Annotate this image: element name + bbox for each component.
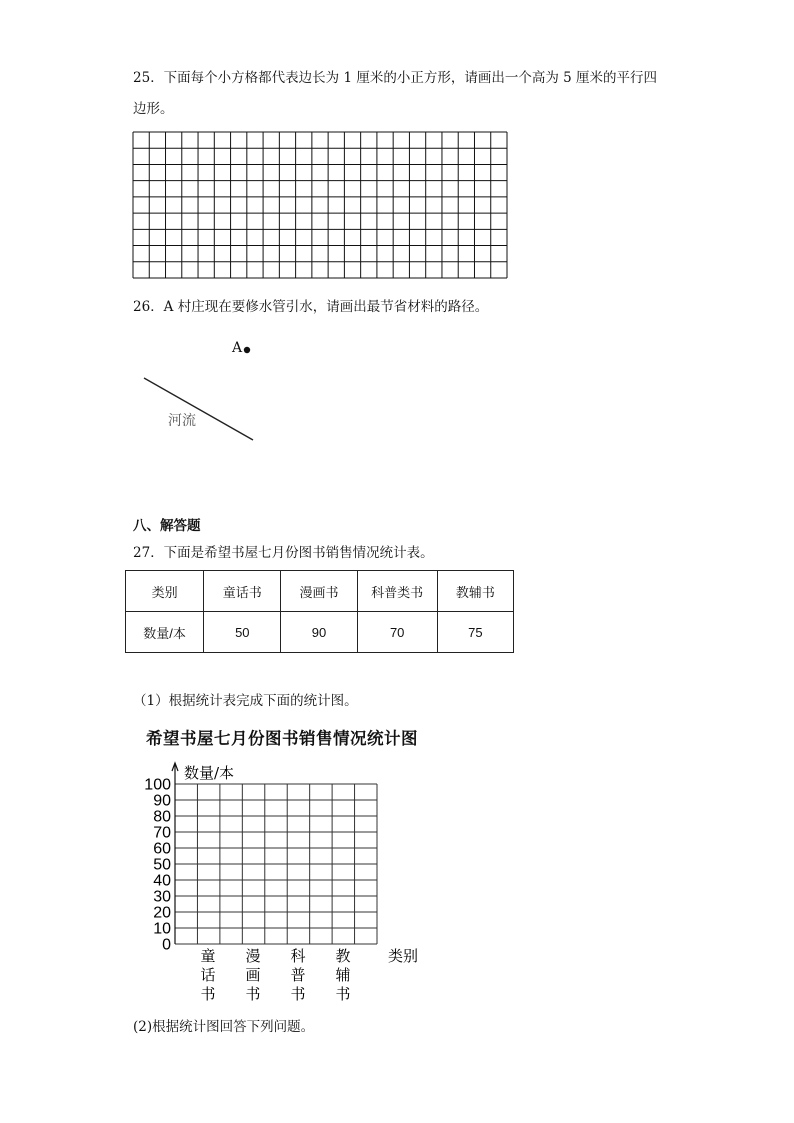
- category-label: 书: [335, 985, 351, 1003]
- table-cell: 90: [281, 612, 357, 653]
- y-tick-label: 10: [153, 920, 171, 938]
- q25-line1: 25．下面每个小方格都代表边长为 1 厘米的小正方形，请画出一个高为 5 厘米的平行四: [133, 70, 658, 86]
- chart-title: 希望书屋七月份图书销售情况统计图: [146, 729, 418, 748]
- village-a-point: [243, 346, 253, 356]
- category-label: 童: [200, 947, 216, 965]
- y-axis-label: 数量/本: [184, 764, 235, 782]
- y-tick-label: 0: [162, 936, 171, 954]
- y-tick-label: 80: [153, 808, 171, 826]
- table-cell: 数量/本: [126, 612, 204, 653]
- category-label: 辅: [335, 966, 351, 984]
- category-label: 书: [290, 985, 306, 1003]
- table-cell: 漫画书: [281, 571, 357, 612]
- bar-chart[interactable]: [130, 758, 430, 1008]
- category-label: 教: [335, 947, 351, 965]
- y-tick-label: 50: [153, 856, 171, 874]
- sales-table: [125, 570, 514, 653]
- category-label: 画: [245, 966, 261, 984]
- table-cell: 70: [357, 612, 437, 653]
- y-tick-label: 40: [153, 872, 171, 890]
- table-cell: 75: [437, 612, 513, 653]
- x-axis-label: 类别: [388, 947, 419, 965]
- category-label: 书: [200, 985, 216, 1003]
- table-cell: 科普类书: [357, 571, 437, 612]
- square-grid[interactable]: [133, 132, 508, 279]
- q26-number: 26: [133, 299, 151, 315]
- y-tick-label: 100: [144, 776, 171, 794]
- q25-number: 25: [133, 70, 151, 86]
- table-cell: 类别: [126, 571, 204, 612]
- category-label: 书: [245, 985, 261, 1003]
- table-header-row: [126, 571, 514, 612]
- q27-number: 27: [133, 545, 151, 561]
- table-cell: 童话书: [204, 571, 281, 612]
- section-title: 八、解答题: [133, 518, 201, 534]
- y-tick-label: 90: [153, 792, 171, 810]
- river-line: [140, 373, 260, 443]
- table-row: [126, 612, 514, 653]
- y-tick-label: 20: [153, 904, 171, 922]
- river-label: 河流: [168, 413, 196, 429]
- q25-line2: 边形。: [133, 101, 174, 117]
- y-tick-label: 30: [153, 888, 171, 906]
- q27-part1: （1）根据统计表完成下面的统计图。: [133, 693, 358, 709]
- table-cell: 教辅书: [437, 571, 513, 612]
- category-label: 普: [290, 966, 306, 984]
- table-cell: 50: [204, 612, 281, 653]
- q27-part2: (2)根据统计图回答下列问题。: [133, 1019, 315, 1035]
- category-label: 话: [200, 966, 216, 984]
- y-tick-label: 60: [153, 840, 171, 858]
- y-tick-label: 70: [153, 824, 171, 842]
- category-label: 漫: [245, 947, 261, 965]
- category-label: 科: [290, 947, 306, 965]
- q26-text: 26．A 村庄现在要修水管引水，请画出最节省材料的路径。: [133, 299, 489, 315]
- q27-text: 27．下面是希望书屋七月份图书销售情况统计表。: [133, 545, 434, 561]
- village-a-label: A: [232, 340, 243, 356]
